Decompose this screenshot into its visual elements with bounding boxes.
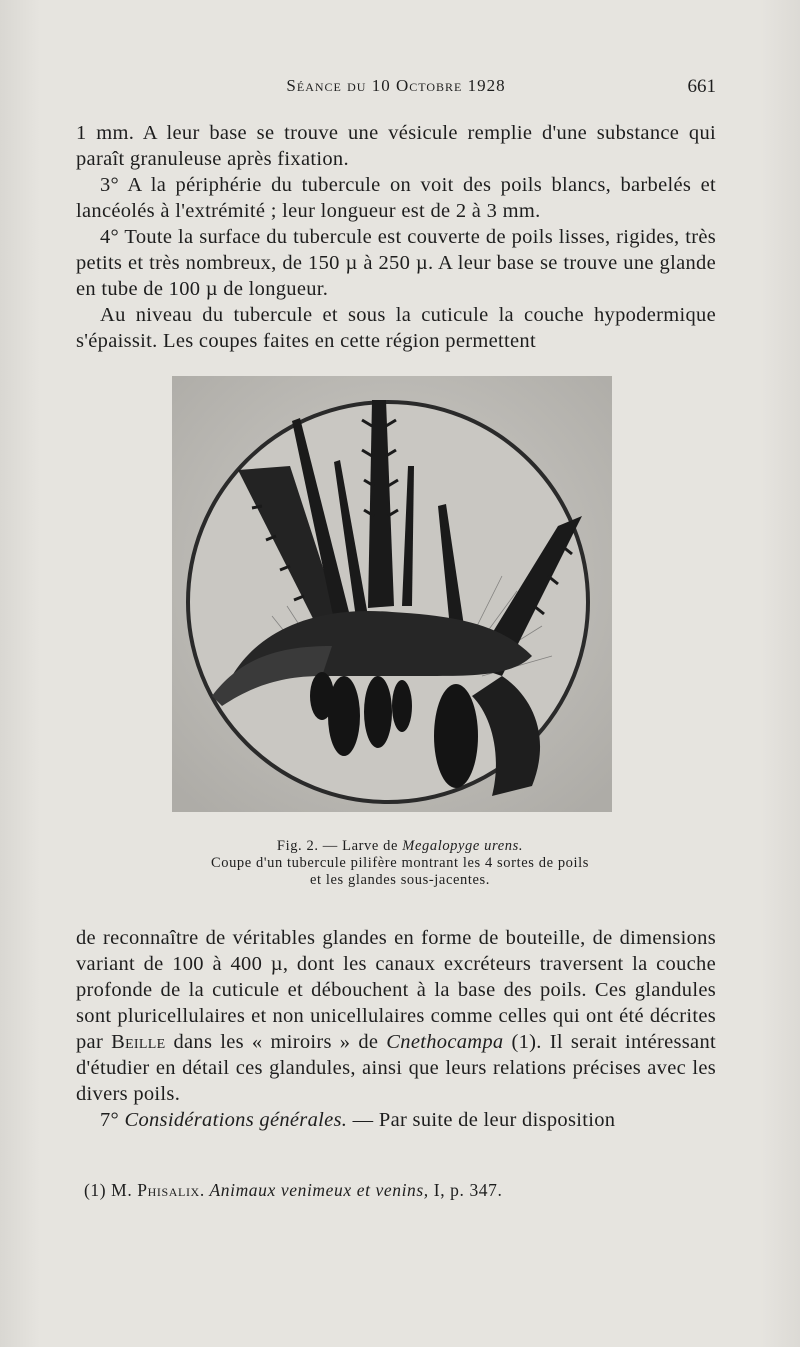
footnote xyxy=(84,1180,724,1201)
paragraph-considerations xyxy=(76,1107,716,1133)
paragraph-continuation: 1 mm. A leur base se trouve une vésicule remplie d'une substance qui paraît granuleuse après fixation. xyxy=(76,122,716,170)
paragraph-glands xyxy=(76,925,716,1107)
section-text: — Par suite de leur disposition xyxy=(347,1109,616,1131)
footnote-title: Animaux venimeux et venins, xyxy=(204,1180,429,1200)
caption-species: Megalopyge urens. xyxy=(402,838,524,854)
footnote-ref: I, p. 347. xyxy=(428,1180,503,1200)
micrograph-image xyxy=(172,376,612,812)
caption-line-2: Coupe d'un tubercule pilifère montrant les 4 sortes de poils xyxy=(210,855,590,871)
caption-label: Fig. 2. — Larve de xyxy=(276,838,403,854)
footnote-author: Phisalix. xyxy=(137,1180,205,1200)
glands-text-3: (1). Il serait intéressant d'étudier en détail ces glandules, ainsi que leurs relations précises avec les divers poils. xyxy=(76,1031,716,1105)
figure-caption xyxy=(110,838,690,889)
running-title: Séance du 10 Octobre 1928 xyxy=(286,76,506,95)
author-beille: Beille xyxy=(111,1031,166,1053)
section-title: Considérations générales. xyxy=(124,1109,348,1131)
body-text-top xyxy=(76,120,716,354)
paragraph-item-3: 3° A la périphérie du tubercule on voit des poils blancs, barbelés et lancéolés à l'extrémité ; leur longueur est de 2 à 3 mm. xyxy=(76,174,716,222)
caption-line-3: et les glandes sous-jacentes. xyxy=(309,872,491,888)
paragraph-item-4: 4° Toute la surface du tubercule est couverte de poils lisses, rigides, très petits et très nombreux, de 150 µ à 250 µ. A leur base se trouve une glande en tube de 100 µ de longueur. xyxy=(76,226,716,300)
paragraph-hypodermis: Au niveau du tubercule et sous la cuticule la couche hypodermique s'épaissit. Les coupes faites en cette région permettent xyxy=(76,304,716,352)
glands-text-1: de reconnaître de véritables glandes en forme de bouteille, de dimensions variant de 100 à 400 µ, dont les canaux excréteurs traversent la couche profonde de la cuticule et débouchent à la base des poils. Ces glandules sont pluricellulaires et non unicellulaires comme celles qui ont été décrites par xyxy=(76,927,716,1053)
body-text-bottom xyxy=(76,925,716,1133)
section-number: 7° xyxy=(100,1109,125,1131)
footnote-marker: (1) M. xyxy=(84,1180,138,1200)
micrograph-figure xyxy=(172,376,612,812)
page-number: 661 xyxy=(687,76,716,97)
genus-cnethocampa: Cnethocampa xyxy=(386,1031,504,1053)
caption-line-1 xyxy=(110,838,690,855)
glands-text-2: dans les « miroirs » de xyxy=(165,1031,387,1053)
running-head xyxy=(76,76,716,104)
